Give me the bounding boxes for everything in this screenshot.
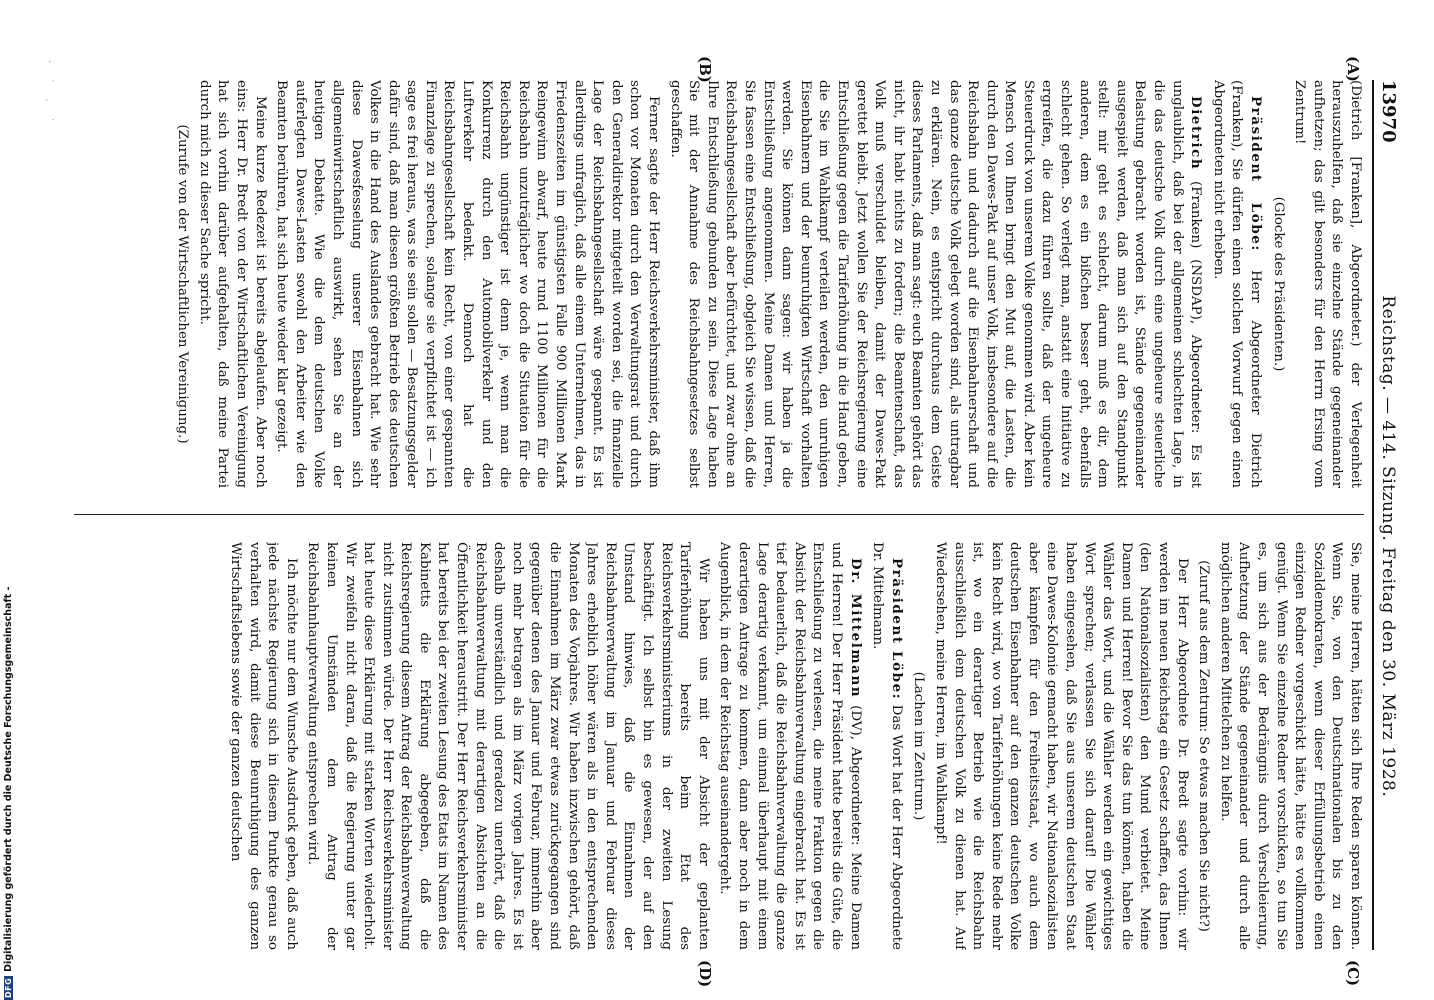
speaker-name: Dietrich (1188, 96, 1205, 171)
margin-letter-b: (B) (696, 56, 714, 83)
paragraph: (Dietrich [Franken], Abgeordneter.) der Verlegenheit herauszuhelfen, daß sie einzelne Stände gegeneinander aufhetzen; das gilt besonders für den Herrn Ersing vom Zentrum! (1292, 80, 1363, 488)
paragraph: Sie, meine Herren, hätten sich Ihre Reden sparen können. Wenn Sie, von den Deutschnationalen bis zu den Sozialdemokraten, wenn dieser Erfüllungsbetrieb einen einzigen Redner vorgeschickt hätte, hätte es vollkommen genügt. Wenn Sie einzelne Redner vorschicken, so tun Sie es, um sich aus der Bedrängnis durch Verschleierung, Aufhetzung der Stände gegeneinander und durch alle möglichen anderen Mittelchen zu helfen. (1217, 542, 1363, 950)
margin-letter-c: (C) (1344, 960, 1362, 987)
speaker-name: Präsident Löbe: (888, 558, 905, 701)
speech-text: Das Wort hat der Herr Abgeordnete Dr. Mittelmann. (870, 542, 904, 950)
speech-text: (DV), Abgeordneter: Meine Damen und Herren! Der Herr Präsident hatte bereits die Güte, die Entschließung zu verlesen, die meine Fraktion gegen die Absicht der Reichsbahnverwaltung eingebracht hat. Es ist tief bedauerlich, daß die Reichsbahnverwaltung die ganze Lage derartig verkannt, um einmal überhaupt mit einem derartigen Antrage zu kommen, dann aber noch in dem Augenblick, in dem der Reichstag auseinandergeht. (717, 542, 863, 950)
paragraph: Ferner sagte der Herr Reichsverkehrsminister, daß ihm schon vor Monaten durch den Verwaltungsrat und durch den Generaldirektor mitgeteilt worden sei, die finanzielle Lage der Reichsbahngesellschaft wäre gespannt. Es ist allerdings unfraglich, daß alle einem Unternehmen, das in Friedenszeiten im günstigsten Falle 900 Millionen Mark Reingewinn abwarf, heute rund 1100 Millionen für die Reichsbahn unzuträglicher wo doch die Situation für die Reichsbahn ungünstiger ist denn je, wenn man die Konkurrenz durch den Automobilverkehr und den Luftverkehr bedenkt. Dennoch hat die Reichsbahngesellschaft kein Recht, von einer gespannten Finanzlage zu sprechen, solange sie verpflichtet ist — ich sage es frei heraus, was sie sein sollen — Besatzungsgelder dafür sind, daß man diesen größten Betrieb des deutschen Volkes in die Hand des Auslandes gebracht hat. Wie sehr diese Dawesfesselung unserer Eisenbahnen sich allgemeinwirtschaftlich auswirkt, sehen Sie an der heutigen Debatte. Wie die dem deutschen Volke auferlegten Dawes-Lasten sowohl den Arbeiter wie den Beamten berühren, hat sich heute wieder klar gezeigt. (274, 80, 662, 488)
interjection: (Glocke des Präsidenten.) (1270, 196, 1286, 372)
interjection: (Zuruf aus dem Zentrum: So etwas machen Sie nicht?) (1196, 560, 1212, 932)
paragraph (665, 80, 1205, 488)
digitization-credit (2, 586, 14, 1000)
paragraph: Ich möchte nur dem Wunsche Ausdruck geben, daß auch jede nächste Regierung sich in diesem Punkte genau so verhalten wird, damit diese Beunruhigung des ganzen Wirtschaftslebens sowie der ganzen deutschen (227, 542, 299, 950)
page-number: 13970 (1378, 80, 1399, 143)
column-divider (74, 514, 1364, 515)
margin-letter-d: (D) (696, 960, 714, 988)
speech-text: Herr Abgeordneter Dietrich (Franken), Sie dürfen einen solchen Vorwurf gegen einen Abgeordneten nicht erheben. (1210, 80, 1264, 488)
interjection: (Lachen im Zentrum.) (911, 671, 927, 821)
scan-specks: · ˙ . ˙ (43, 60, 54, 128)
dfg-logo: DFG (3, 977, 13, 998)
running-title: Reichstag. — 414. Sitzung. Freitag den 30. März 1928. (1378, 295, 1398, 798)
right-column (74, 542, 1364, 950)
paragraph: Der Herr Abgeordnete Dr. Bredt sagte vorhin: wir werden im neuen Reichstag ein Gesetz schaffen, das Ihnen (den Nationalsozialisten) den Mund verbietet. Meine Damen und Herren! Bevor Sie das tun können, haben die Wähler das Wort, und die Wähler werden ein gewichtiges Wort sprechen; verlassen Sie sich darauf! Die Wähler haben eingesehen, daß Sie aus unserem deutschen Staat eine Dawes-Kolonie gemacht haben, wir Nationalsozialisten aber kämpfen für den Freiheitsstaat, wo auch dem deutschen Eisenbahner auf den ganzen deutschen Volke kein Recht wird, wo von Tariferhöhungen keine Rede mehr ist, wo ein derartiger Betrieb wie die Reichsbahn ausschließlich dem deutschen Volk zu dienen hat. Auf Wiedersehen, meine Herren, im Wahlkampf! (932, 542, 1190, 950)
left-column (74, 80, 1364, 488)
speech-text: (Franken) (NSDAP), Abgeordneter: Es ist unglaublich, daß bei der allgemeinen schlechten Lage, in die das deutsche Volk durch eine ungeheure steuerliche Belastung gebracht worden ist, Stände gegeneinander ausgespielt werden, daß man sich auf den Standpunkt stellt: mir geht es schlecht, darum muß es dir, dem anderen, dem es ein bißchen besser geht, ebenfalls schlecht gehen. So verlegt man, anstatt eine Initiative zu ergreifen, die dazu führen sollte, daß der ungeheure Steuerdruck von unserem Volke genommen wird. Aber kein Mensch von Ihnen bringt den Mut auf, die Lasten, die durch den Dawes-Pakt auf unser Volk, insbesondere auf die Reichsbahn und dadurch auf die Eisenbahnerschaft und das ganze deutsche Volk gelegt worden sind, als untragbar zu erklären. Nein, es entspricht durchaus dem Geiste dieses Parlaments, daß man sagt: euch Beamten gehört das nicht, ihr habt nichts zu fordern; die Beamtenschaft, das Volk muß verschuldet bleiben, damit der Dawes-Pakt gerettet bleibt. Jetzt wollen Sie der Reichsregierung eine Entschließung gegen die Tariferhöhung in die Hand geben, die Sie im Wahlkampf verteilen werden, den unruhigen Eisenbahnern und der beunruhigten Wirtschaft vorhalten werden. Sie können dann sagen: wir haben ja die Entschließung angenommen. Meine Damen und Herren, Sie fassen eine Entschließung, obgleich Sie wissen, daß die Reichsbahngesellschaft aber befürchtet, und zwar ohne an Ihre Entschließung gebunden zu sein. Diese Lage haben Sie mit der Annahme des Reichsbahngesetzes selbst geschaffen. (667, 80, 1204, 488)
paragraph (1208, 80, 1265, 488)
speaker-name: Dr. Mittelmann (847, 558, 864, 699)
paragraph (868, 542, 906, 950)
interjection: (Zurufe von der Wirtschaftlichen Vereinigung.) (175, 124, 191, 444)
paragraph: Wir haben uns mit der Absicht der geplanten Tariferhöhung bereits beim Etat des Reichsverkehrsministeriums in der zweiten Lesung beschäftigt. Ich selbst bin es gewesen, der auf den Umstand hinwies, daß die Einnahmen der Reichsbahnverwaltung im Januar und Februar dieses Jahres erheblich höher wären als in den entsprechenden Monaten des Vorjahres. Wir haben inzwischen gehört, daß die Einnahmen im März zwar etwas zurückgegangen sind gegenüber denen des Januar und Februar, immerhin aber noch mehr betragen als im März vorigen Jahres. Es ist deshalb unverständlich und geradezu unerhört, daß die Reichsbahnverwaltung mit derartigen Absichten an die Öffentlichkeit heraustritt. Der Herr Reichsverkehrsminister hat bereits bei der zweiten Lesung des Etats im Namen des Kabinetts die Erklärung abgegeben, daß die Reichsregierung diesem Antrag der Reichsbahnverwaltung nicht zustimmen würde. Der Herr Reichsverkehrsminister hat heute diese Erklärung mit starken Worten wiederholt. Wir zweifeln nicht daran, daß die Regierung unter gar keinen Umständen dem Antrag der Reichsbahnhauptverwaltung entsprechen wird. (305, 542, 711, 950)
paragraph (715, 542, 865, 950)
margin-letter-a: (A) (1344, 56, 1362, 82)
speaker-name: Präsident Löbe: (1248, 96, 1265, 252)
credit-text: Digitalisierung gefördert durch die Deutsche Forschungsgemeinschaft - (2, 586, 14, 972)
page-header (1372, 80, 1406, 950)
paragraph: Meine kurze Redezeit ist bereits abgelaufen. Aber noch eins: Herr Dr. Bredt von der Wirtschaftlichen Vereinigung hat sich vorhin darüber aufgehalten, daß meine Partei durch mich zu dieser Sache spricht. (196, 80, 268, 488)
